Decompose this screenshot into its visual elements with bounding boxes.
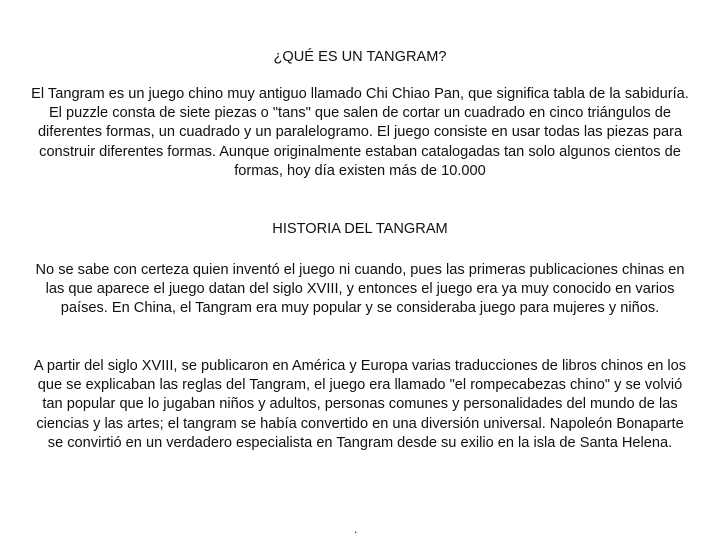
paragraph-definition: El Tangram es un juego chino muy antiguo llamado Chi Chiao Pan, que significa tabla de la sabiduría. El puzzle consta de siete piezas o "tans" que salen de cortar un cuadrado en cinco triángulos de diferentes formas, un cuadrado y un paralelogramo. El juego consiste en usar todas las piezas para construir diferentes formas. Aunque originalmente estaban catalogadas tan solo algunos cientos de formas, hoy día existen más de 10.000: [31, 86, 689, 179]
footer-mark: .: [354, 522, 358, 536]
paragraph-history-origin: No se sabe con certeza quien inventó el juego ni cuando, pues las primeras publicaciones chinas en las que aparece el juego datan del siglo XVIII, y entonces el juego era ya muy conocido en varios países. En China, el Tangram era muy popular y se consideraba juego para mujeres y niños.: [35, 262, 685, 317]
section-title-what-is-tangram: ¿QUÉ ES UN TANGRAM?: [273, 49, 447, 65]
paragraph-history-spread: A partir del siglo XVIII, se publicaron en América y Europa varias traducciones de libros chinos en los que se explicaban las reglas del Tangram, el juego era llamado "el rompecabezas chino" y se volvió tan popular que lo jugaban niños y adultos, personas comunes y personalidades del mundo de las ciencias y las artes; el tangram se había convertido en una diversión universal. Napoleón Bonaparte se convirtió en un verdadero especialista en Tangram desde su exilio en la isla de Santa Helena.: [33, 358, 687, 451]
section-title-history: HISTORIA DEL TANGRAM: [272, 221, 448, 237]
